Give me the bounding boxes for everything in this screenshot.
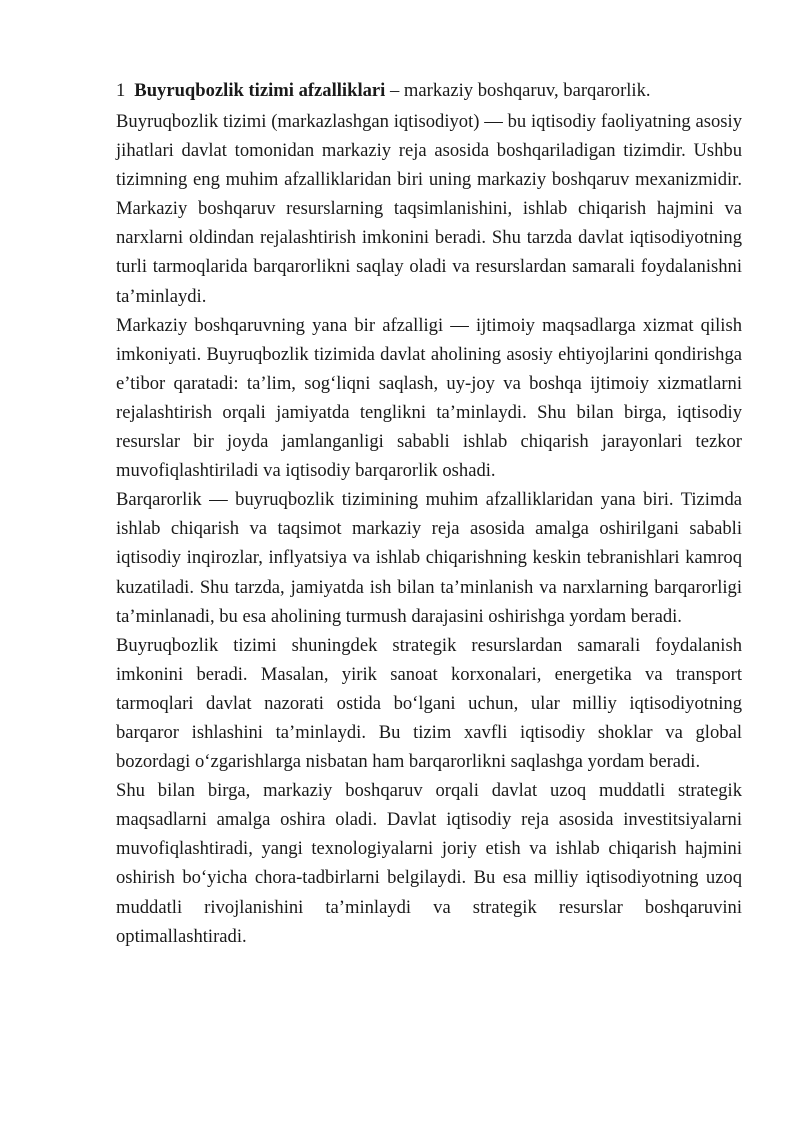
paragraph-2: Markaziy boshqaruvning yana bir afzalligi — ijtimoiy maqsadlarga xizmat qilish imkoniyati. Buyruqbozlik tizimida davlat aholining asosiy ehtiyojlarini qondirishga e’tibor qaratadi: ta’lim, sog‘liqni saqlash, uy-joy va boshqa ijtimoiy xizmatlarni rejalashtirish orqali jamiyatda tenglikni ta’minlaydi. Shu bilan birga, iqtisodiy resurslar bir joyda jamlanganligi sababli ishlab chiqarish jarayonlari tezkor muvofiqlashtiriladi va iqtisodiy barqarorlik oshadi. — [116, 314, 742, 482]
paragraph-4: Buyruqbozlik tizimi shuningdek strategik resurslardan samarali foydalanish imkonini beradi. Masalan, yirik sanoat korxonalari, energetika va transport tarmoqlari davlat nazorati ostida bo‘lgani uchun, ular milliy iqtisodiyotning barqaror ishlashini ta’minlaydi. Bu tizim xavfli iqtisodiy shoklar va global bozordagi o‘zgarishlarga nisbatan ham barqarorlikni saqlashga yordam beradi. — [116, 634, 742, 773]
section-number: 1 — [116, 80, 126, 101]
section-subtitle: – markaziy boshqaruv, barqarorlik. — [385, 80, 651, 101]
paragraph-1: Buyruqbozlik tizimi (markazlashgan iqtisodiyot) — bu iqtisodiy faoliyatning asosiy jihatlari davlat tomonidan markaziy reja asosida boshqariladigan tizimdir. Ushbu tizimning eng muhim afzalliklaridan biri uning markaziy boshqaruv mexanizmidir. Markaziy boshqaruv resurslarning taqsimlanishini, ishlab chiqarish hajmini va narxlarni oldindan rejalashtirish imkonini beradi. Shu tarzda davlat iqtisodiyotning turli tarmoqlarida barqarorlikni saqlay oladi va resurslardan samarali foydalanishni ta’minlaydi. — [116, 111, 742, 307]
paragraph-5: Shu bilan birga, markaziy boshqaruv orqali davlat uzoq muddatli strategik maqsadlarni amalga oshira oladi. Davlat iqtisodiy reja asosida investitsiyalarni muvofiqlashtiradi, yangi texnologiyalarni joriy etish va ishlab chiqarish hajmini oshirish bo‘yicha chora-tadbirlarni belgilaydi. Bu esa milliy iqtisodiyotning uzoq muddatli rivojlanishini ta’minlaydi va strategik resurslar boshqaruvini optimallashtiradi. — [116, 780, 742, 947]
paragraph-3: Barqarorlik — buyruqbozlik tizimining muhim afzalliklaridan yana biri. Tizimda ishlab chiqarish va taqsimot markaziy reja asosida amalga oshirilgani sababli iqtisodiy inqirozlar, inflyatsiya va ishlab chiqarishning keskin tebranishlari kamroq kuzatiladi. Shu tarzda, jamiyatda ish bilan ta’minlanish va narxlarning barqarorligi ta’minlanadi, bu esa aholining turmush darajasini oshirishga yordam beradi. — [116, 489, 742, 627]
document-page — [116, 76, 742, 951]
section-heading — [116, 76, 742, 105]
section-title: Buyruqbozlik tizimi afzalliklari — [134, 80, 386, 101]
